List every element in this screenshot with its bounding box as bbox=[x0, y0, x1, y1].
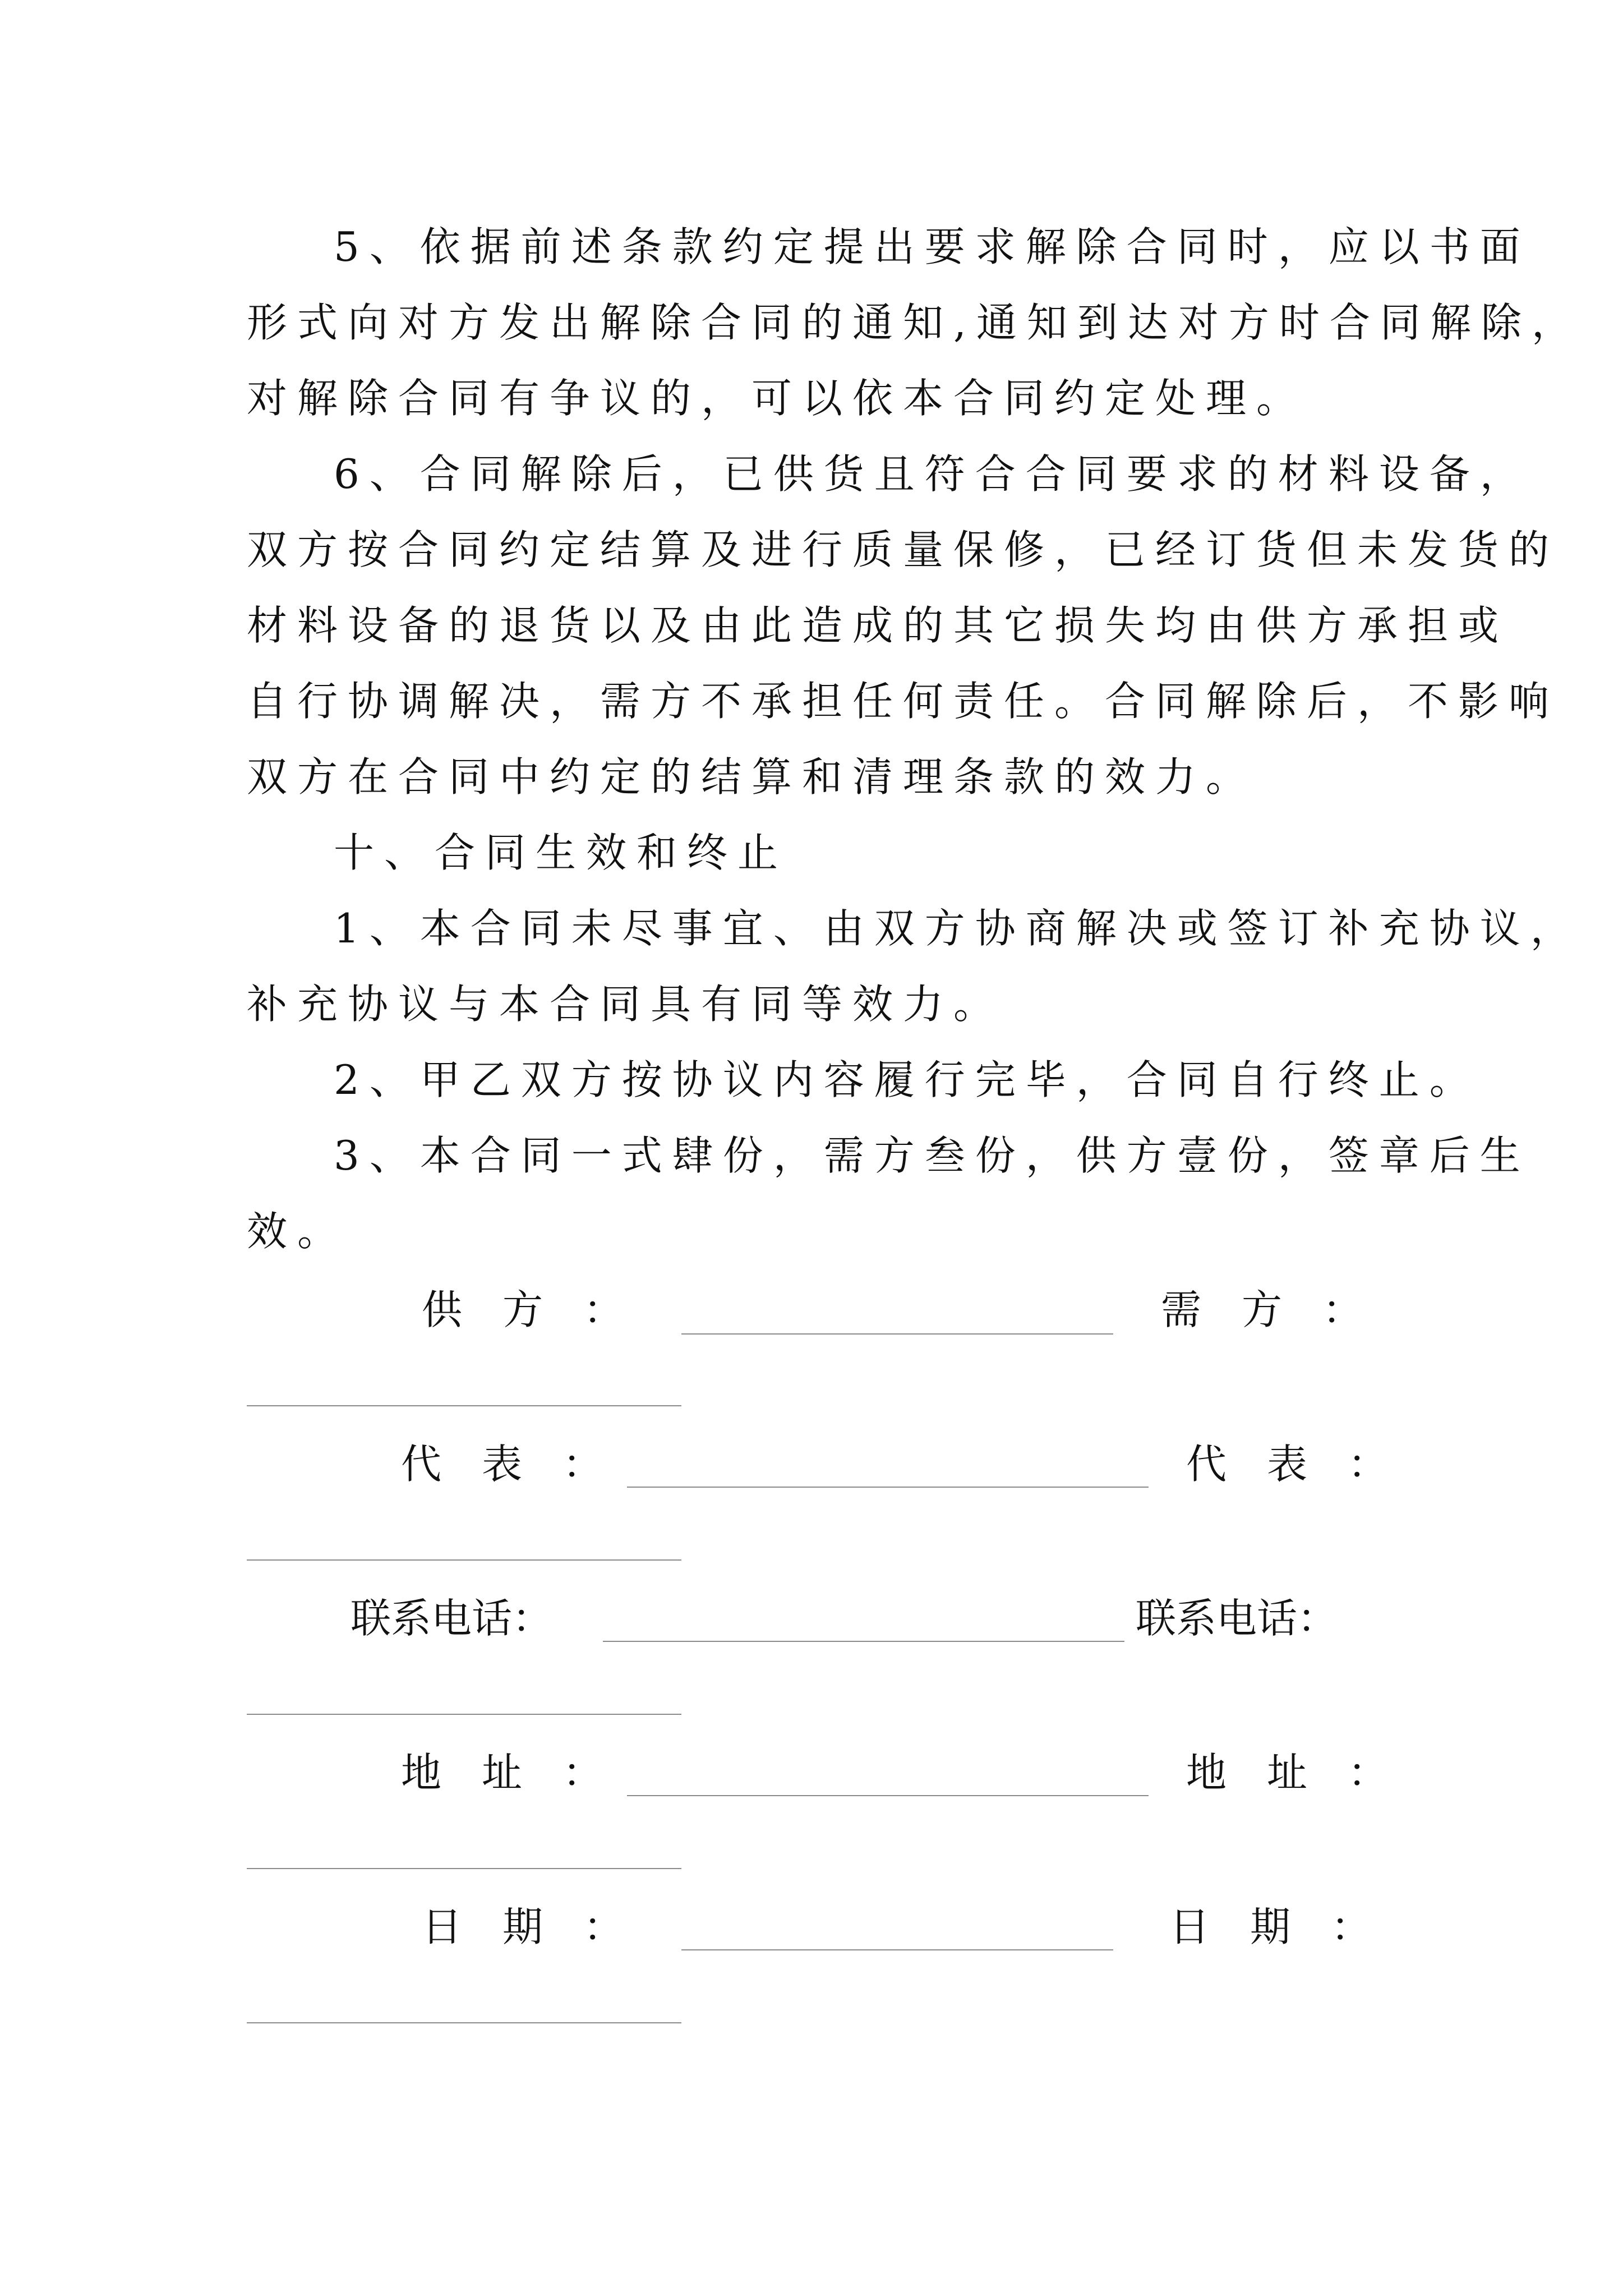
address-blank-right[interactable] bbox=[247, 1868, 681, 1869]
paragraph-line: 形式向对方发出解除合同的通知,通知到达对方时合同解除， bbox=[247, 299, 1582, 346]
paragraph-line: 双方按合同约定结算及进行质量保修，已经订货但未发货的 bbox=[247, 526, 1560, 573]
address-label-right: 地 址 ： bbox=[1186, 1749, 1389, 1796]
phone-label-left: 联系电话： bbox=[351, 1595, 553, 1642]
supplier-label: 供 方 ： bbox=[422, 1286, 624, 1333]
phone-blank-right[interactable] bbox=[247, 1714, 681, 1715]
paragraph-line: 补充协议与本合同具有同等效力。 bbox=[247, 981, 1004, 1028]
paragraph-line: 6、合同解除后，已供货且符合合同要求的材料设备， bbox=[334, 450, 1530, 498]
paragraph-line: 5、依据前述条款约定提出要求解除合同时，应以书面 bbox=[334, 223, 1530, 270]
supplier-blank[interactable] bbox=[681, 1333, 1113, 1335]
phone-blank-left[interactable] bbox=[603, 1641, 1124, 1642]
representative-label-right: 代 表 ： bbox=[1186, 1441, 1389, 1488]
date-label-right: 日 期 ： bbox=[1169, 1903, 1372, 1950]
paragraph-line: 1、本合同未尽事宜、由双方协商解决或签订补充协议， bbox=[334, 905, 1581, 952]
paragraph-line: 双方在合同中约定的结算和清理条款的效力。 bbox=[247, 753, 1257, 800]
date-blank-right[interactable] bbox=[247, 2022, 681, 2023]
paragraph-line: 效。 bbox=[247, 1208, 348, 1255]
paragraph-line: 材料设备的退货以及由此造成的其它损失均由供方承担或 bbox=[247, 602, 1509, 649]
paragraph-line: 3、本合同一式肆份，需方叁份，供方壹份，签章后生 bbox=[334, 1132, 1530, 1179]
phone-label-right: 联系电话： bbox=[1136, 1595, 1338, 1642]
date-blank-left[interactable] bbox=[681, 1949, 1113, 1950]
representative-blank-left[interactable] bbox=[627, 1487, 1149, 1488]
date-label-left: 日 期 ： bbox=[422, 1903, 624, 1950]
representative-blank-right[interactable] bbox=[247, 1559, 681, 1561]
paragraph-line: 2、甲乙双方按协议内容履行完毕，合同自行终止。 bbox=[334, 1056, 1480, 1103]
buyer-blank[interactable] bbox=[247, 1405, 681, 1406]
buyer-label: 需 方 ： bbox=[1161, 1286, 1363, 1333]
address-label-left: 地 址 ： bbox=[401, 1749, 603, 1796]
section-heading: 十、合同生效和终止 bbox=[334, 829, 789, 876]
paragraph-line: 自行协调解决，需方不承担任何责任。合同解除后，不影响 bbox=[247, 678, 1560, 725]
paragraph-line: 对解除合同有争议的，可以依本合同约定处理。 bbox=[247, 375, 1307, 422]
address-blank-left[interactable] bbox=[627, 1795, 1149, 1796]
representative-label-left: 代 表 ： bbox=[401, 1441, 603, 1488]
